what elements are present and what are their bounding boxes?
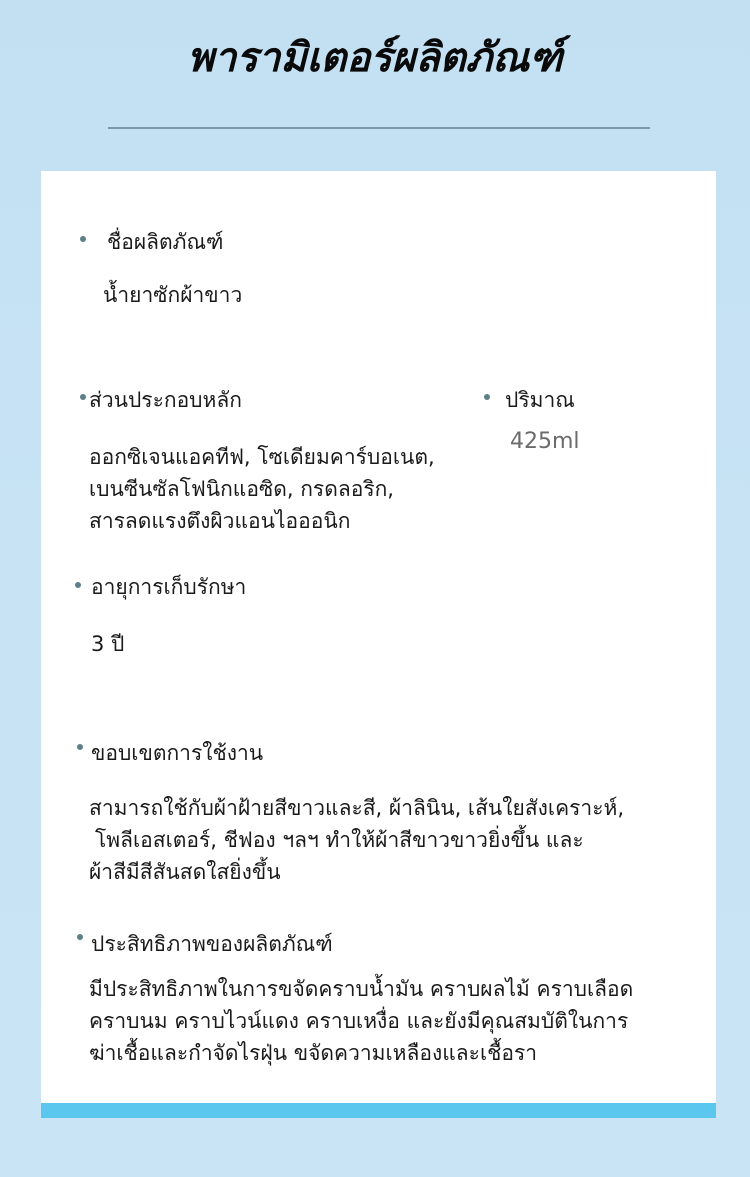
shelf-life-label: อายุการเก็บรักษา <box>91 575 247 599</box>
bullet-dot <box>77 934 83 940</box>
page-title: พารามิเตอร์ผลิตภัณฑ์ <box>187 35 563 81</box>
ingredients-line: เบนซีนซัลโฟนิกแอซิด, กรดลอริก, <box>89 477 394 501</box>
ingredients-label: ส่วนประกอบหลัก <box>89 388 242 412</box>
product-name-value: น้ำยาซักผ้าขาว <box>103 283 243 307</box>
shelf-life-value: 3 ปี <box>91 632 125 656</box>
efficacy-line: ฆ่าเชื้อและกำจัดไรฝุ่น ขจัดความเหลืองและเชื้อรา <box>89 1041 538 1065</box>
volume-value: 425ml <box>510 429 580 454</box>
product-name-label: ชื่อผลิตภัณฑ์ <box>107 230 224 254</box>
scope-line: สามารถใช้กับผ้าฝ้ายสีขาวและสี, ผ้าลินิน, เส้นใยสังเคราะห์, <box>89 796 624 820</box>
scope-line: โพลีเอสเตอร์, ชีฟอง ฯลฯ ทำให้ผ้าสีขาวขาวยิ่งขึ้น และ <box>95 828 584 852</box>
volume-label: ปริมาณ <box>505 388 575 412</box>
ingredients-line: สารลดแรงตึงผิวแอนไอออนิก <box>89 509 351 533</box>
bullet-dot <box>75 582 81 588</box>
scope-line: ผ้าสีมีสีสันสดใสยิ่งขึ้น <box>89 860 281 884</box>
efficacy-label: ประสิทธิภาพของผลิตภัณฑ์ <box>91 932 333 956</box>
title-divider <box>108 127 650 129</box>
bullet-dot <box>80 394 86 400</box>
card-accent-bar <box>41 1103 716 1118</box>
bullet-dot <box>80 236 86 242</box>
efficacy-line: คราบนม คราบไวน์แดง คราบเหงื่อ และยังมีคุณสมบัติในการ <box>89 1009 629 1033</box>
scope-label: ขอบเขตการใช้งาน <box>91 741 264 765</box>
bullet-dot <box>77 744 83 750</box>
ingredients-line: ออกซิเจนแอคทีฟ, โซเดียมคาร์บอเนต, <box>89 445 435 469</box>
bullet-dot <box>484 394 490 400</box>
efficacy-line: มีประสิทธิภาพในการขจัดคราบน้ำมัน คราบผลไม้ คราบเลือด <box>89 977 634 1001</box>
